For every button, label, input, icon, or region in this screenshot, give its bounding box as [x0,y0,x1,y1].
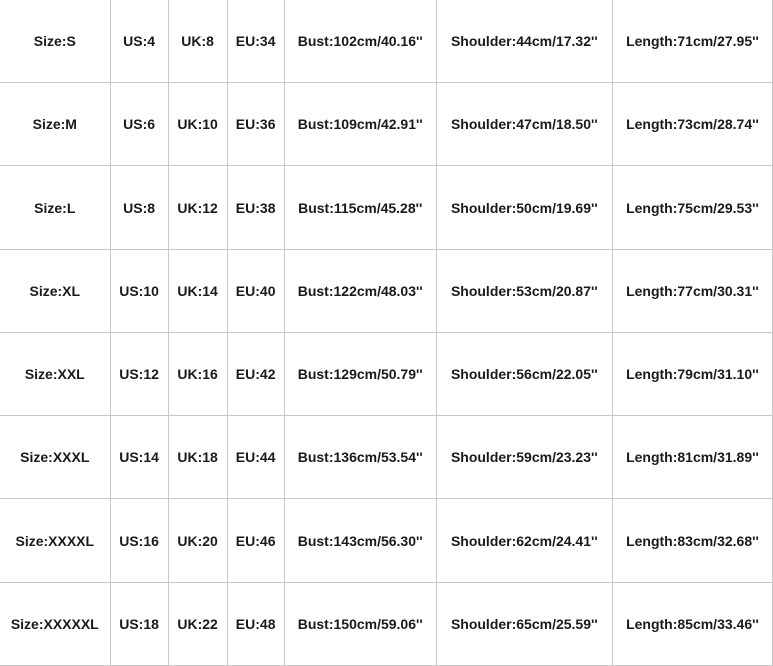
uk-size-cell: UK:12 [168,166,227,249]
eu-size-cell: EU:40 [227,249,284,332]
us-size-cell: US:12 [110,332,168,415]
length-cell: Length:75cm/29.53'' [612,166,772,249]
shoulder-cell: Shoulder:65cm/25.59'' [436,582,612,665]
bust-cell: Bust:129cm/50.79'' [284,332,436,415]
length-cell: Length:81cm/31.89'' [612,416,772,499]
shoulder-cell: Shoulder:44cm/17.32'' [436,0,612,83]
shoulder-cell: Shoulder:50cm/19.69'' [436,166,612,249]
us-size-cell: US:6 [110,83,168,166]
size-cell: Size:XL [0,249,110,332]
eu-size-cell: EU:34 [227,0,284,83]
eu-size-cell: EU:48 [227,582,284,665]
uk-size-cell: UK:16 [168,332,227,415]
size-cell: Size:S [0,0,110,83]
bust-cell: Bust:122cm/48.03'' [284,249,436,332]
size-cell: Size:L [0,166,110,249]
uk-size-cell: UK:8 [168,0,227,83]
table-row [0,499,773,582]
uk-size-cell: UK:10 [168,83,227,166]
size-cell: Size:M [0,83,110,166]
bust-cell: Bust:136cm/53.54'' [284,416,436,499]
uk-size-cell: UK:14 [168,249,227,332]
shoulder-cell: Shoulder:62cm/24.41'' [436,499,612,582]
table-row [0,0,773,83]
bust-cell: Bust:115cm/45.28'' [284,166,436,249]
length-cell: Length:85cm/33.46'' [612,582,772,665]
table-row [0,582,773,665]
table-row [0,332,773,415]
length-cell: Length:83cm/32.68'' [612,499,772,582]
us-size-cell: US:8 [110,166,168,249]
eu-size-cell: EU:46 [227,499,284,582]
us-size-cell: US:14 [110,416,168,499]
size-cell: Size:XXL [0,332,110,415]
table-row [0,166,773,249]
eu-size-cell: EU:44 [227,416,284,499]
bust-cell: Bust:102cm/40.16'' [284,0,436,83]
eu-size-cell: EU:38 [227,166,284,249]
table-row [0,83,773,166]
bust-cell: Bust:143cm/56.30'' [284,499,436,582]
us-size-cell: US:4 [110,0,168,83]
us-size-cell: US:10 [110,249,168,332]
bust-cell: Bust:109cm/42.91'' [284,83,436,166]
length-cell: Length:79cm/31.10'' [612,332,772,415]
uk-size-cell: UK:22 [168,582,227,665]
uk-size-cell: UK:20 [168,499,227,582]
us-size-cell: US:16 [110,499,168,582]
length-cell: Length:73cm/28.74'' [612,83,772,166]
shoulder-cell: Shoulder:56cm/22.05'' [436,332,612,415]
length-cell: Length:71cm/27.95'' [612,0,772,83]
eu-size-cell: EU:42 [227,332,284,415]
table-row [0,416,773,499]
shoulder-cell: Shoulder:47cm/18.50'' [436,83,612,166]
length-cell: Length:77cm/30.31'' [612,249,772,332]
shoulder-cell: Shoulder:53cm/20.87'' [436,249,612,332]
size-cell: Size:XXXXL [0,499,110,582]
size-cell: Size:XXXL [0,416,110,499]
eu-size-cell: EU:36 [227,83,284,166]
us-size-cell: US:18 [110,582,168,665]
size-cell: Size:XXXXXL [0,582,110,665]
shoulder-cell: Shoulder:59cm/23.23'' [436,416,612,499]
uk-size-cell: UK:18 [168,416,227,499]
bust-cell: Bust:150cm/59.06'' [284,582,436,665]
table-row [0,249,773,332]
